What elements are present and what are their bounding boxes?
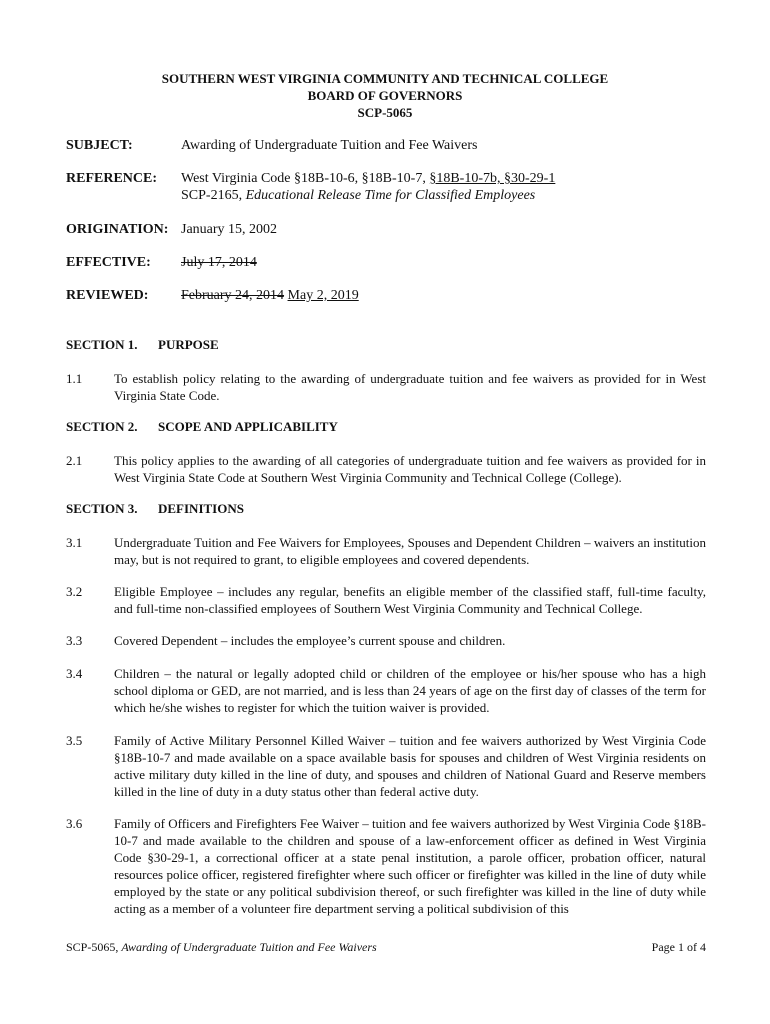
item-number: 3.6 — [66, 816, 83, 831]
item-text: Covered Dependent – includes the employee’s current spouse and children. — [114, 633, 506, 648]
document-header — [0, 70, 770, 121]
footer-policy-title: Awarding of Undergraduate Tuition and Fee Waivers — [121, 940, 377, 954]
reference-codes-added: §18B-10-7b, §30-29-1 — [429, 171, 556, 186]
origination-value: January 15, 2002 — [181, 222, 278, 237]
subject-value: Awarding of Undergraduate Tuition and Fee Waivers — [181, 138, 478, 153]
item-1-1 — [66, 370, 706, 404]
item-number: 2.1 — [66, 453, 83, 468]
section-1-heading — [66, 337, 219, 353]
college-name: SOUTHERN WEST VIRGINIA COMMUNITY AND TECHNICAL COLLEGE — [161, 71, 609, 86]
reviewed-label: REVIEWED: — [66, 288, 149, 303]
footer-policy-code: SCP-5065, — [66, 940, 122, 954]
item-number: 3.5 — [66, 733, 83, 748]
item-text: Family of Officers and Firefighters Fee Waiver – tuition and fee waivers authorized by West Virginia Code §18B-10-7 and made available to the children and spouse of a law-enforcement officer as defined in West Virginia Code §30-29-1, a correctional officer at a state penal institution, a parole officer, probation officer, natural resources police officer, registered firefighter where such officer or firefighter was killed in the line of duty while employed by the state or any political subdivision thereof, or such firefighter was killed in the line of duty while acting as a member of a volunteer fire department serving a political subdivision of this — [114, 816, 706, 916]
section-title: DEFINITIONS — [158, 501, 244, 516]
item-text: Children – the natural or legally adopted child or children of the employee or his/her spouse who has a high school diploma or GED, are not married, and is less than 24 years of age on the first day of classes of the term for which he/she wishes to register for which the tuition waiver is provided. — [114, 666, 706, 715]
reviewed-value — [181, 287, 721, 304]
section-title: SCOPE AND APPLICABILITY — [158, 419, 338, 434]
item-3-5 — [66, 732, 706, 800]
item-3-6 — [66, 815, 706, 917]
section-2-heading — [66, 419, 338, 435]
page-number: Page 1 of 4 — [651, 940, 706, 954]
policy-number: SCP-5065 — [357, 105, 413, 120]
reference-scp: SCP-2165, — [181, 188, 246, 203]
item-3-4 — [66, 665, 706, 716]
page-footer — [66, 940, 706, 955]
reviewed-old-date: February 24, 2014 — [181, 288, 285, 303]
item-text: To establish policy relating to the awarding of undergraduate tuition and fee waivers as provided for in West Virginia State Code. — [114, 371, 706, 403]
section-number: SECTION 1. — [66, 337, 138, 352]
item-3-1 — [66, 534, 706, 568]
reference-label: REFERENCE: — [66, 171, 158, 186]
item-2-1 — [66, 452, 706, 486]
section-title: PURPOSE — [158, 337, 219, 352]
effective-label: EFFECTIVE: — [66, 255, 151, 270]
item-number: 3.4 — [66, 666, 83, 681]
section-number: SECTION 3. — [66, 501, 138, 516]
item-3-2 — [66, 583, 706, 617]
item-text: Eligible Employee – includes any regular, benefits an eligible member of the classified staff, full-time faculty, and full-time non-classified employees of Southern West Virginia Community and Technical College. — [114, 584, 706, 616]
section-3-heading — [66, 501, 244, 517]
item-number: 1.1 — [66, 371, 83, 386]
item-3-3 — [66, 632, 706, 649]
effective-value: July 17, 2014 — [181, 255, 257, 270]
board-name: BOARD OF GOVERNORS — [307, 88, 463, 103]
item-number: 3.2 — [66, 584, 83, 599]
subject-label: SUBJECT: — [66, 138, 133, 153]
section-number: SECTION 2. — [66, 419, 138, 434]
item-number: 3.1 — [66, 535, 83, 550]
item-text: This policy applies to the awarding of all categories of undergraduate tuition and fee waivers as provided for in West Virginia State Code at Southern West Virginia Community and Technical College (College). — [114, 453, 706, 485]
origination-label: ORIGINATION: — [66, 222, 169, 237]
reference-codes: West Virginia Code §18B-10-6, §18B-10-7, — [181, 171, 430, 186]
reference-scp-title: Educational Release Time for Classified Employees — [245, 188, 536, 203]
reference-value — [181, 170, 721, 204]
item-number: 3.3 — [66, 633, 83, 648]
item-text: Family of Active Military Personnel Killed Waiver – tuition and fee waivers authorized by West Virginia Code §18B-10-7 and made available on a space available basis for spouses and children of West Virginia residents on active military duty killed in the line of duty, and spouses and children of National Guard and Reserve members killed in the line of duty in a duty status other than federal active duty. — [114, 733, 706, 799]
reviewed-new-date: May 2, 2019 — [287, 288, 359, 303]
item-text: Undergraduate Tuition and Fee Waivers for Employees, Spouses and Dependent Children – waivers an institution may, but is not required to grant, to eligible employees and covered dependents. — [114, 535, 706, 567]
